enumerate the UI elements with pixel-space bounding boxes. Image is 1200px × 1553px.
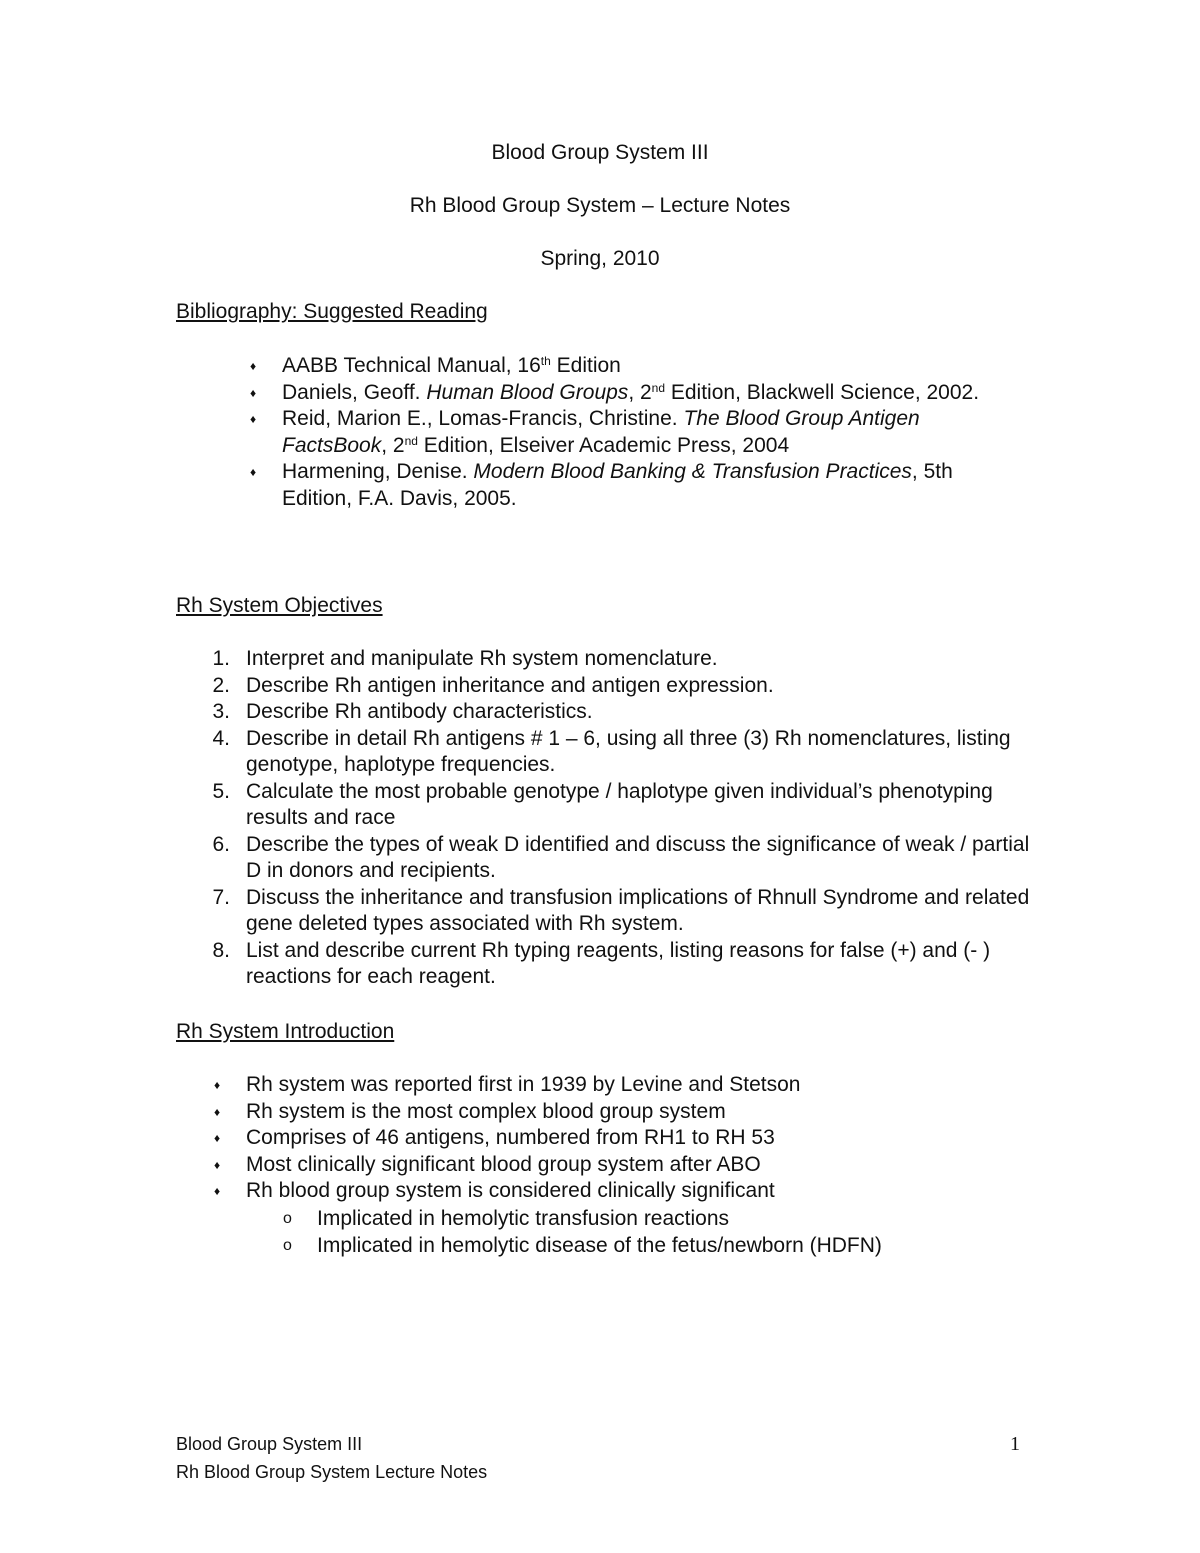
bibliography-item: ♦ Harmening, Denise. Modern Blood Banking & Transfusion Practices, 5th Edition, F.A. Davis, 2005. bbox=[250, 460, 953, 510]
objective-item: 6. Describe the types of weak D identified and discuss the significance of weak / partial D in donors and recipients. bbox=[246, 832, 1032, 885]
objectives-heading: Rh System Objectives bbox=[176, 594, 383, 617]
objective-item: 3. Describe Rh antibody characteristics. bbox=[246, 699, 1032, 726]
objective-item: 8. List and describe current Rh typing reagents, listing reasons for false (+) and (- ) reactions for each reagent. bbox=[246, 938, 1032, 991]
document-term: Spring, 2010 bbox=[540, 247, 660, 270]
circle-bullet-icon: o bbox=[283, 1210, 292, 1227]
introduction-item: ♦ Comprises of 46 antigens, numbered from RH1 to RH 53 bbox=[246, 1125, 1032, 1152]
objective-item: 4. Describe in detail Rh antigens # 1 – 6, using all three (3) Rh nomenclatures, listing genotype, haplotype frequencies. bbox=[246, 726, 1032, 779]
diamond-bullet-icon: ♦ bbox=[214, 1104, 221, 1119]
circle-bullet-icon: o bbox=[283, 1236, 292, 1254]
bibliography-list bbox=[250, 353, 1022, 512]
introduction-item: ♦ Rh blood group system is considered clinically significant bbox=[246, 1178, 1032, 1205]
introduction-item: ♦ Rh system is the most complex blood group system bbox=[246, 1099, 1032, 1126]
objective-item: 7. Discuss the inheritance and transfusion implications of Rhnull Syndrome and related gene deleted types associated with Rh system. bbox=[246, 885, 1032, 938]
introduction-item: ♦ Most clinically significant blood group system after ABO bbox=[246, 1152, 1032, 1179]
bibliography-item: ♦ AABB Technical Manual, 16th Edition bbox=[282, 353, 1022, 380]
diamond-bullet-icon: ♦ bbox=[250, 359, 257, 373]
objective-number: 1. bbox=[212, 647, 230, 670]
diamond-bullet-icon: ♦ bbox=[250, 412, 257, 426]
diamond-bullet-icon: ♦ bbox=[214, 1078, 221, 1092]
diamond-bullet-icon: ♦ bbox=[250, 385, 257, 400]
diamond-bullet-icon: ♦ bbox=[214, 1184, 221, 1198]
document-title: Blood Group System III bbox=[491, 141, 709, 164]
page-number: 1 bbox=[1010, 1433, 1020, 1455]
objective-item: 1. Interpret and manipulate Rh system nomenclature. bbox=[246, 646, 1032, 673]
footer-line-1: Blood Group System III bbox=[176, 1434, 363, 1454]
objectives-list bbox=[212, 646, 1032, 991]
diamond-bullet-icon: ♦ bbox=[214, 1157, 221, 1172]
diamond-bullet-icon: ♦ bbox=[214, 1131, 221, 1145]
objective-number: 8. bbox=[212, 938, 230, 962]
introduction-item: ♦ Rh system was reported first in 1939 by Levine and Stetson bbox=[246, 1072, 1032, 1099]
introduction-list bbox=[214, 1072, 1032, 1205]
bibliography-item: ♦ Daniels, Geoff. Human Blood Groups, 2nd Edition, Blackwell Science, 2002. bbox=[282, 380, 1022, 407]
document-subtitle: Rh Blood Group System – Lecture Notes bbox=[409, 194, 791, 217]
bibliography-item: ♦ Reid, Marion E., Lomas-Francis, Christine. The Blood Group Antigen FactsBook, 2nd Edition, Elseiver Academic Press, 2004 bbox=[250, 407, 920, 457]
objective-item: 2. Describe Rh antigen inheritance and antigen expression. bbox=[246, 673, 1032, 700]
objective-number: 2. bbox=[212, 673, 230, 697]
introduction-heading: Rh System Introduction bbox=[176, 1020, 395, 1043]
bibliography-heading: Bibliography: Suggested Reading bbox=[176, 300, 488, 323]
objective-number: 7. bbox=[212, 885, 230, 909]
objective-item: 5. Calculate the most probable genotype / haplotype given individual’s phenotyping results and race bbox=[246, 779, 1032, 832]
objective-number: 5. bbox=[212, 779, 230, 803]
introduction-subitem: o Implicated in hemolytic disease of the fetus/newborn (HDFN) bbox=[317, 1233, 1032, 1260]
objective-number: 6. bbox=[212, 832, 230, 856]
introduction-sublist bbox=[283, 1206, 1032, 1259]
diamond-bullet-icon: ♦ bbox=[250, 465, 257, 479]
objective-number: 4. bbox=[212, 726, 230, 750]
footer-line-2: Rh Blood Group System Lecture Notes bbox=[176, 1462, 488, 1482]
objective-number: 3. bbox=[212, 700, 230, 723]
introduction-subitem: o Implicated in hemolytic transfusion reactions bbox=[317, 1206, 1032, 1233]
